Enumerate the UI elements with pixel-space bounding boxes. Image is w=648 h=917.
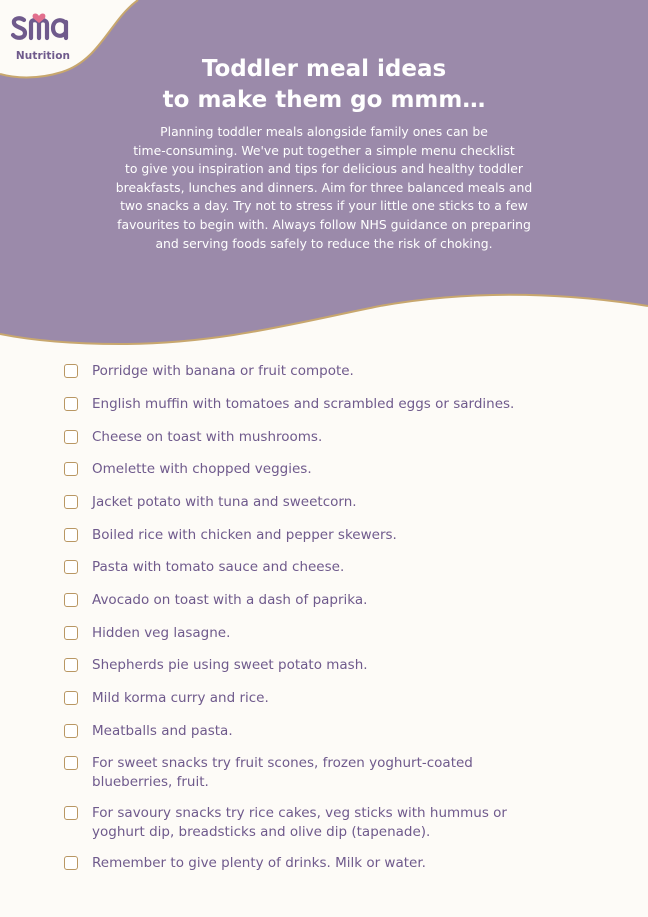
checklist-item-line: Remember to give plenty of drinks. Milk or water. bbox=[92, 855, 426, 871]
checklist-item-label bbox=[92, 656, 632, 675]
checkbox[interactable] bbox=[64, 856, 78, 870]
checklist-item-label bbox=[92, 460, 632, 479]
checklist-item-label bbox=[92, 558, 632, 577]
checklist-item-label bbox=[92, 526, 632, 545]
checkbox[interactable] bbox=[64, 806, 78, 820]
checklist-item-line: Boiled rice with chicken and pepper skewers. bbox=[92, 527, 397, 543]
checklist-item-line: blueberries, fruit. bbox=[92, 773, 209, 790]
title-line-2: to make them go mmm… bbox=[162, 87, 486, 113]
intro-line: Planning toddler meals alongside family ones can be bbox=[160, 124, 488, 139]
intro-line: breakfasts, lunches and dinners. Aim for three balanced meals and bbox=[115, 179, 533, 195]
checklist-item-line: Omelette with chopped veggies. bbox=[92, 461, 312, 477]
logo-nutrition-label: Nutrition bbox=[15, 50, 71, 62]
checklist-item-label bbox=[92, 689, 632, 708]
checklist-item-label bbox=[92, 362, 632, 381]
checkbox[interactable] bbox=[64, 724, 78, 738]
sma-logo-icon bbox=[10, 8, 76, 48]
checklist-item-label bbox=[92, 395, 632, 414]
checklist-item-line: Mild korma curry and rice. bbox=[92, 690, 269, 706]
checklist-item-line: yoghurt dip, breadsticks and olive dip (tapenade). bbox=[92, 823, 431, 840]
checklist-item-line: Pasta with tomato sauce and cheese. bbox=[92, 559, 345, 575]
checkbox[interactable] bbox=[64, 495, 78, 509]
checklist-item-label bbox=[92, 624, 632, 643]
checklist-item-line: English muffin with tomatoes and scrambled eggs or sardines. bbox=[92, 396, 515, 412]
checkbox[interactable] bbox=[64, 397, 78, 411]
intro-line: to give you inspiration and tips for delicious and healthy toddler bbox=[124, 161, 524, 177]
checklist-item-label bbox=[92, 722, 632, 741]
checkbox[interactable] bbox=[64, 756, 78, 770]
checkbox[interactable] bbox=[64, 430, 78, 444]
checkbox[interactable] bbox=[64, 364, 78, 378]
intro-line: and serving foods safely to reduce the risk of choking. bbox=[155, 235, 493, 251]
checklist-item-label bbox=[92, 804, 572, 841]
checklist-item-line: Avocado on toast with a dash of paprika. bbox=[92, 592, 368, 608]
intro-line: two snacks a day. Try not to stress if your little one sticks to a few bbox=[120, 198, 528, 214]
checkbox[interactable] bbox=[64, 560, 78, 574]
checklist-item-line: For savoury snacks try rice cakes, veg sticks with hummus or bbox=[92, 805, 507, 821]
intro-line: favourites to begin with. Always follow NHS guidance on preparing bbox=[117, 216, 531, 232]
intro-line: time-consuming. We've put together a simple menu checklist bbox=[133, 142, 515, 158]
checklist-item-line: Jacket potato with tuna and sweetcorn. bbox=[92, 494, 357, 510]
intro-paragraph bbox=[60, 123, 588, 253]
checklist-item-label bbox=[92, 428, 632, 447]
checkbox[interactable] bbox=[64, 528, 78, 542]
page-title bbox=[0, 54, 648, 116]
checkbox[interactable] bbox=[64, 658, 78, 672]
checklist-item-line: For sweet snacks try fruit scones, frozen yoghurt-coated bbox=[92, 755, 473, 771]
title-line-1: Toddler meal ideas bbox=[201, 56, 447, 82]
checklist-item-line: Shepherds pie using sweet potato mash. bbox=[92, 657, 368, 673]
checklist-item-line: Cheese on toast with mushrooms. bbox=[92, 429, 323, 445]
checklist-item-line: Hidden veg lasagne. bbox=[92, 625, 231, 641]
checklist-item-label bbox=[92, 591, 632, 610]
checklist-item-label bbox=[92, 754, 572, 791]
checkbox[interactable] bbox=[64, 691, 78, 705]
checklist-item-label bbox=[92, 854, 632, 873]
checklist-item-label bbox=[92, 493, 632, 512]
checklist-item-line: Meatballs and pasta. bbox=[92, 723, 233, 739]
checklist-item-line: Porridge with banana or fruit compote. bbox=[92, 363, 354, 379]
checkbox[interactable] bbox=[64, 462, 78, 476]
checkbox[interactable] bbox=[64, 593, 78, 607]
checkbox[interactable] bbox=[64, 626, 78, 640]
